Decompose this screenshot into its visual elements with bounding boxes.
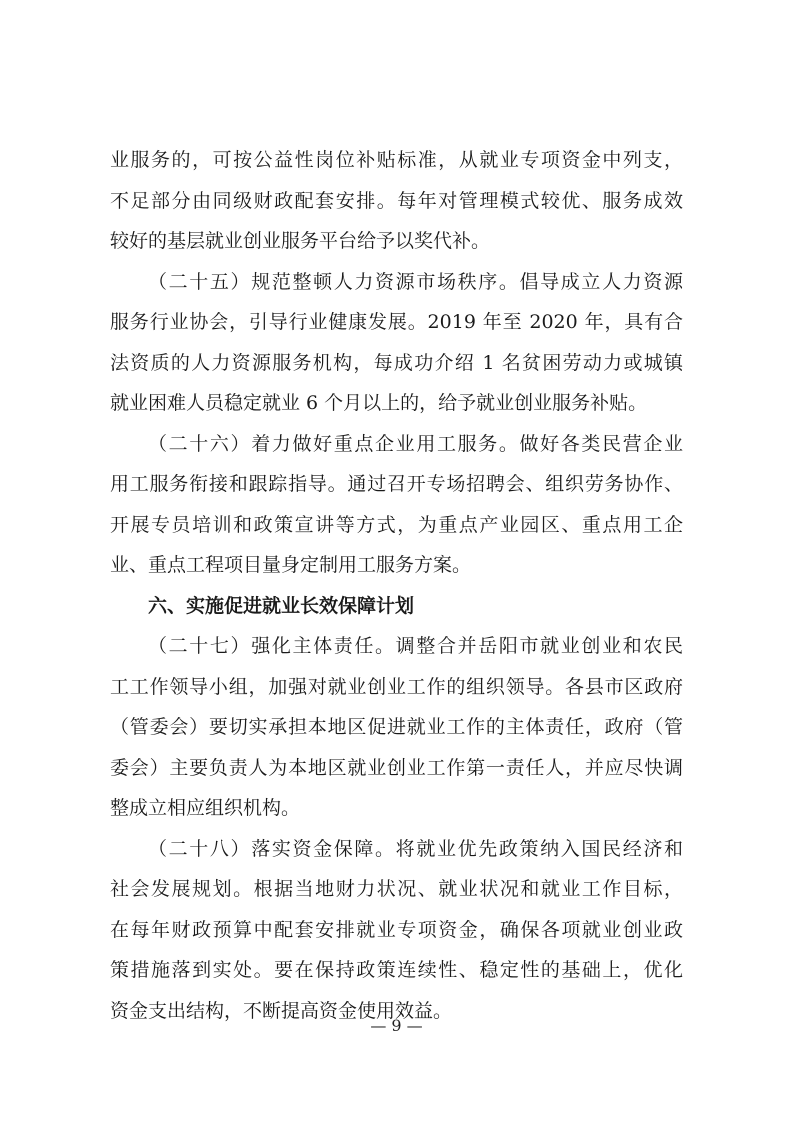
document-body	[110, 140, 683, 1031]
paragraph	[110, 262, 683, 424]
page-number: — 9 —	[370, 1016, 423, 1035]
text-line: （二十八）落实资金保障。将就业优先政策纳入国民经济和	[148, 837, 683, 860]
text-line: 业、重点工程项目量身定制用工服务方案。	[110, 554, 472, 576]
text-line: 工工作领导小组，加强对就业创业工作的组织领导。各县市区政府	[110, 675, 683, 698]
text-line: （二十六）着力做好重点企业用工服务。做好各类民营企业	[148, 432, 683, 455]
text-line: 委会）主要负责人为本地区就业创业工作第一责任人，并应尽快调	[110, 756, 683, 779]
text-line: 资金支出结构，不断提高资金使用效益。	[110, 999, 453, 1022]
text-line: 不足部分由同级财政配套安排。每年对管理模式较优、服务成效	[110, 189, 683, 212]
paragraph	[110, 424, 683, 586]
text-line: （二十五）规范整顿人力资源市场秩序。倡导成立人力资源	[148, 270, 683, 293]
text-line: 就业困难人员稳定就业 6 个月以上的，给予就业创业服务补贴。	[110, 392, 648, 414]
text-line: 用工服务衔接和跟踪指导。通过召开专场招聘会、组织劳务协作、	[110, 473, 683, 495]
paragraph	[110, 829, 683, 1032]
text-line: 社会发展规划。根据当地财力状况、就业状况和就业工作目标，	[110, 878, 683, 900]
text-line: 在每年财政预算中配套安排就业专项资金，确保各项就业创业政	[110, 918, 683, 941]
text-line: 较好的基层就业创业服务平台给予以奖代补。	[110, 230, 491, 252]
text-line: 服务行业协会，引导行业健康发展。2019 年至 2020 年，具有合	[110, 311, 683, 333]
text-line: 整成立相应组织机构。	[110, 797, 301, 819]
text-line: 开展专员培训和政策宣讲等方式，为重点产业园区、重点用工企	[110, 513, 683, 536]
text-line: （管委会）要切实承担本地区促进就业工作的主体责任，政府（管	[110, 716, 683, 738]
section-heading: 六、实施促进就业长效保障计划	[148, 594, 415, 617]
text-line: 业服务的，可按公益性岗位补贴标准，从就业专项资金中列支，	[110, 149, 683, 171]
text-line: 法资质的人力资源服务机构，每成功介绍 1 名贫困劳动力或城镇	[110, 351, 683, 374]
text-line: （二十七）强化主体责任。调整合并岳阳市就业创业和农民	[148, 635, 683, 657]
paragraph	[110, 626, 683, 829]
paragraph	[110, 140, 683, 262]
text-line: 策措施落到实处。要在保持政策连续性、稳定性的基础上，优化	[110, 959, 683, 981]
